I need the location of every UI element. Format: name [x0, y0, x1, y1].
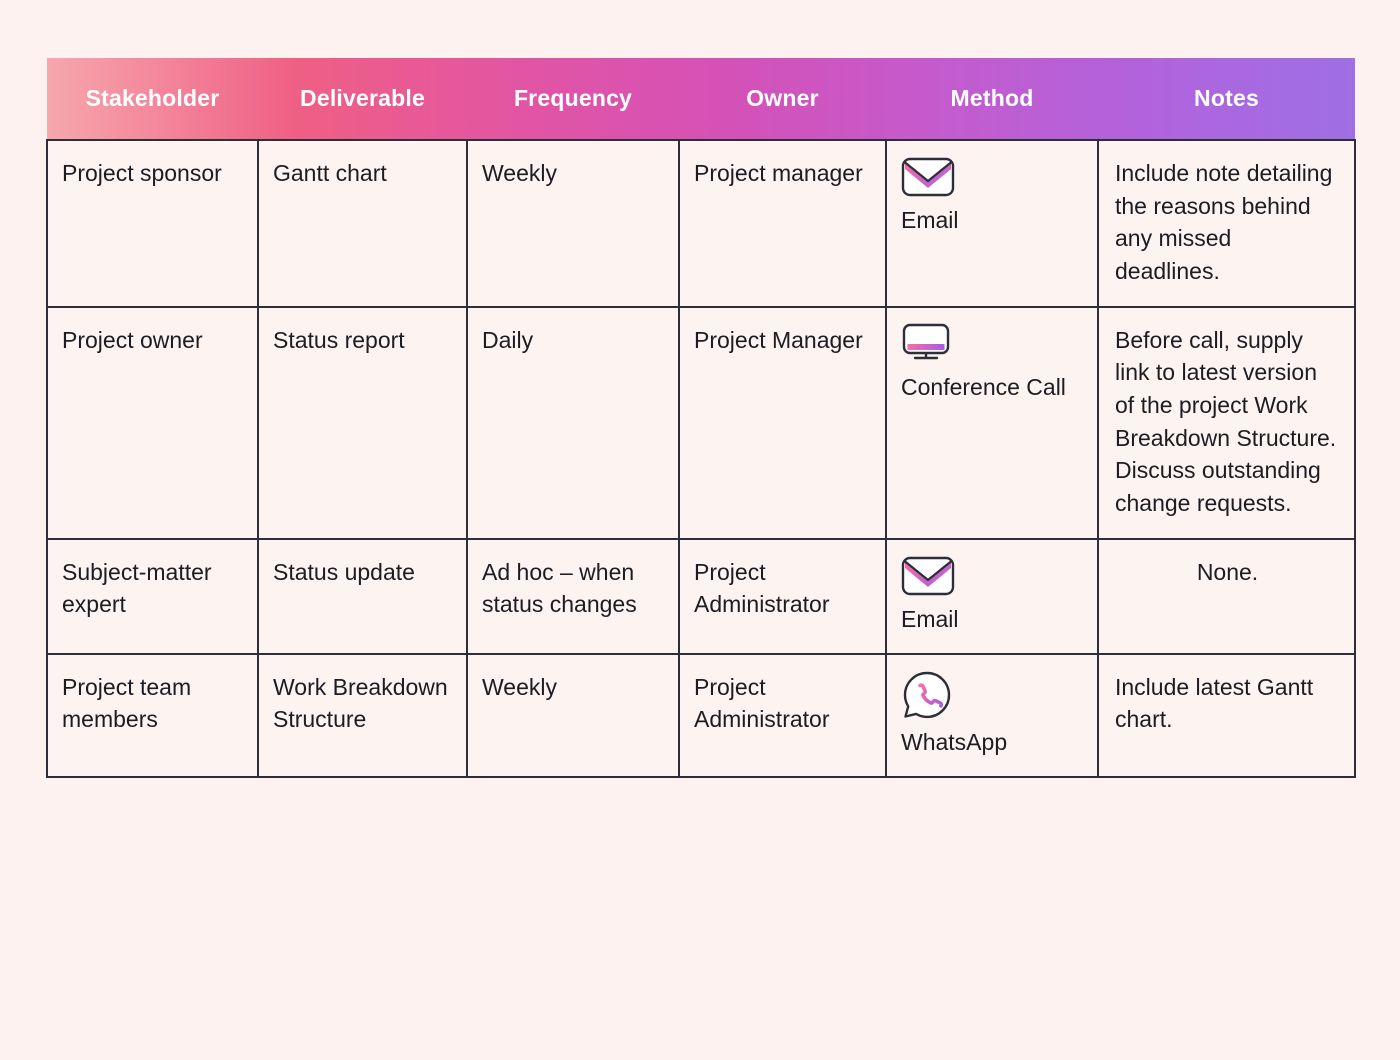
table-row — [47, 140, 1355, 307]
cell-owner — [679, 140, 886, 307]
cell-frequency — [467, 654, 679, 777]
whatsapp-icon — [901, 669, 953, 721]
cell-method — [886, 307, 1098, 539]
communication-plan-table — [46, 58, 1356, 778]
method-label: WhatsApp — [901, 728, 1008, 755]
owner-value: Project Administrator — [694, 558, 830, 618]
table-row — [47, 654, 1355, 777]
column-header-deliverable: Deliverable — [300, 85, 425, 111]
cell-method — [886, 654, 1098, 777]
cell-owner — [679, 654, 886, 777]
monitor-icon — [901, 322, 955, 366]
notes-value: Include latest Gantt chart. — [1115, 673, 1314, 733]
column-header-method: Method — [950, 85, 1034, 111]
table-header — [47, 58, 1355, 140]
stakeholder-value: Project owner — [62, 326, 203, 353]
cell-deliverable — [258, 539, 467, 654]
column-header-stakeholder: Stakeholder — [85, 85, 220, 111]
cell-frequency — [467, 539, 679, 654]
owner-value: Project manager — [694, 160, 863, 186]
method-label: Email — [901, 207, 959, 233]
notes-value: Include note detailing the reasons behind any missed deadlines. — [1115, 160, 1333, 284]
email-icon — [901, 155, 955, 199]
owner-value: Project Manager — [694, 326, 863, 353]
notes-value: None. — [1196, 558, 1259, 585]
header-row — [47, 58, 1355, 140]
cell-notes — [1098, 654, 1355, 777]
column-header-notes: Notes — [1194, 85, 1259, 111]
column-header-frequency: Frequency — [513, 85, 633, 111]
stakeholder-value: Project team members — [62, 673, 192, 733]
frequency-value: Weekly — [482, 160, 557, 186]
owner-value: Project Administrator — [694, 673, 830, 733]
cell-stakeholder — [47, 140, 258, 307]
cell-owner — [679, 539, 886, 654]
stakeholder-value: Subject-matter expert — [62, 558, 212, 618]
cell-stakeholder — [47, 654, 258, 777]
method-label: Email — [901, 605, 959, 632]
method-label: Conference Call — [901, 373, 1066, 400]
deliverable-value: Gantt chart — [273, 160, 387, 186]
notes-value: Before call, supply link to latest version of the project Work Breakdown Structure. Discuss outstanding change requests. — [1115, 326, 1337, 516]
stakeholder-value: Project sponsor — [62, 160, 222, 186]
cell-deliverable — [258, 654, 467, 777]
frequency-value: Ad hoc – when status changes — [482, 558, 637, 618]
frequency-value: Weekly — [482, 673, 557, 700]
table-row — [47, 539, 1355, 654]
frequency-value: Daily — [482, 326, 534, 353]
deliverable-value: Status report — [273, 326, 405, 353]
column-header-owner: Owner — [746, 85, 819, 111]
cell-notes — [1098, 539, 1355, 654]
cell-frequency — [467, 307, 679, 539]
deliverable-value: Status update — [273, 558, 415, 585]
cell-stakeholder — [47, 539, 258, 654]
cell-notes — [1098, 140, 1355, 307]
table-body — [47, 140, 1355, 777]
cell-notes — [1098, 307, 1355, 539]
cell-frequency — [467, 140, 679, 307]
email-icon — [901, 554, 955, 598]
cell-deliverable — [258, 307, 467, 539]
cell-deliverable — [258, 140, 467, 307]
deliverable-value: Work Breakdown Structure — [273, 673, 448, 733]
cell-method — [886, 539, 1098, 654]
cell-stakeholder — [47, 307, 258, 539]
cell-owner — [679, 307, 886, 539]
table-row — [47, 307, 1355, 539]
table-container — [46, 58, 1354, 778]
cell-method — [886, 140, 1098, 307]
